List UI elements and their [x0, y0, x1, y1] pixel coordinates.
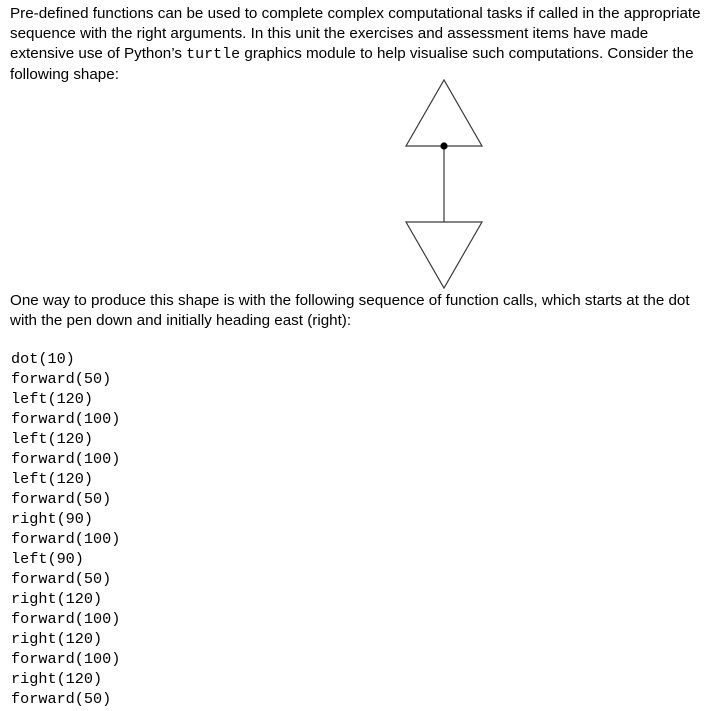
- code-line: right(120): [11, 670, 103, 688]
- upper-triangle: [406, 80, 482, 146]
- module-name: turtle: [186, 46, 241, 63]
- code-line: left(120): [11, 430, 94, 448]
- explanation-paragraph: One way to produce this shape is with the following sequence of function calls, which starts at the dot with the pen down and initially heading east (right):: [10, 292, 690, 329]
- intro-paragraph: [10, 4, 710, 85]
- code-line: right(120): [11, 590, 103, 608]
- code-line: right(90): [11, 510, 94, 528]
- code-line: right(120): [11, 630, 103, 648]
- code-line: forward(100): [11, 410, 121, 428]
- intro-text-before: Pre-defined functions can be used to complete complex computational tasks if called in the appropriate sequence with the right arguments. In this unit the exercises and assessment items have made extensive use of Python’s: [10, 5, 701, 62]
- turtle-shape-figure: [400, 74, 490, 294]
- intro-text-after: graphics module to help visualise such computations. Consider the following shape:: [10, 45, 694, 83]
- lower-triangle: [406, 222, 482, 288]
- code-line: forward(100): [11, 450, 121, 468]
- code-line: forward(50): [11, 570, 112, 588]
- code-line: forward(100): [11, 610, 121, 628]
- code-line: dot(10): [11, 350, 75, 368]
- code-line: left(120): [11, 470, 94, 488]
- code-line: left(120): [11, 390, 94, 408]
- code-line: forward(100): [11, 650, 121, 668]
- code-listing: [11, 349, 120, 709]
- code-line: left(90): [11, 550, 84, 568]
- code-line: forward(50): [11, 370, 112, 388]
- code-line: forward(100): [11, 530, 121, 548]
- code-line: forward(50): [11, 690, 112, 708]
- start-dot: [440, 142, 447, 149]
- code-line: forward(50): [11, 490, 112, 508]
